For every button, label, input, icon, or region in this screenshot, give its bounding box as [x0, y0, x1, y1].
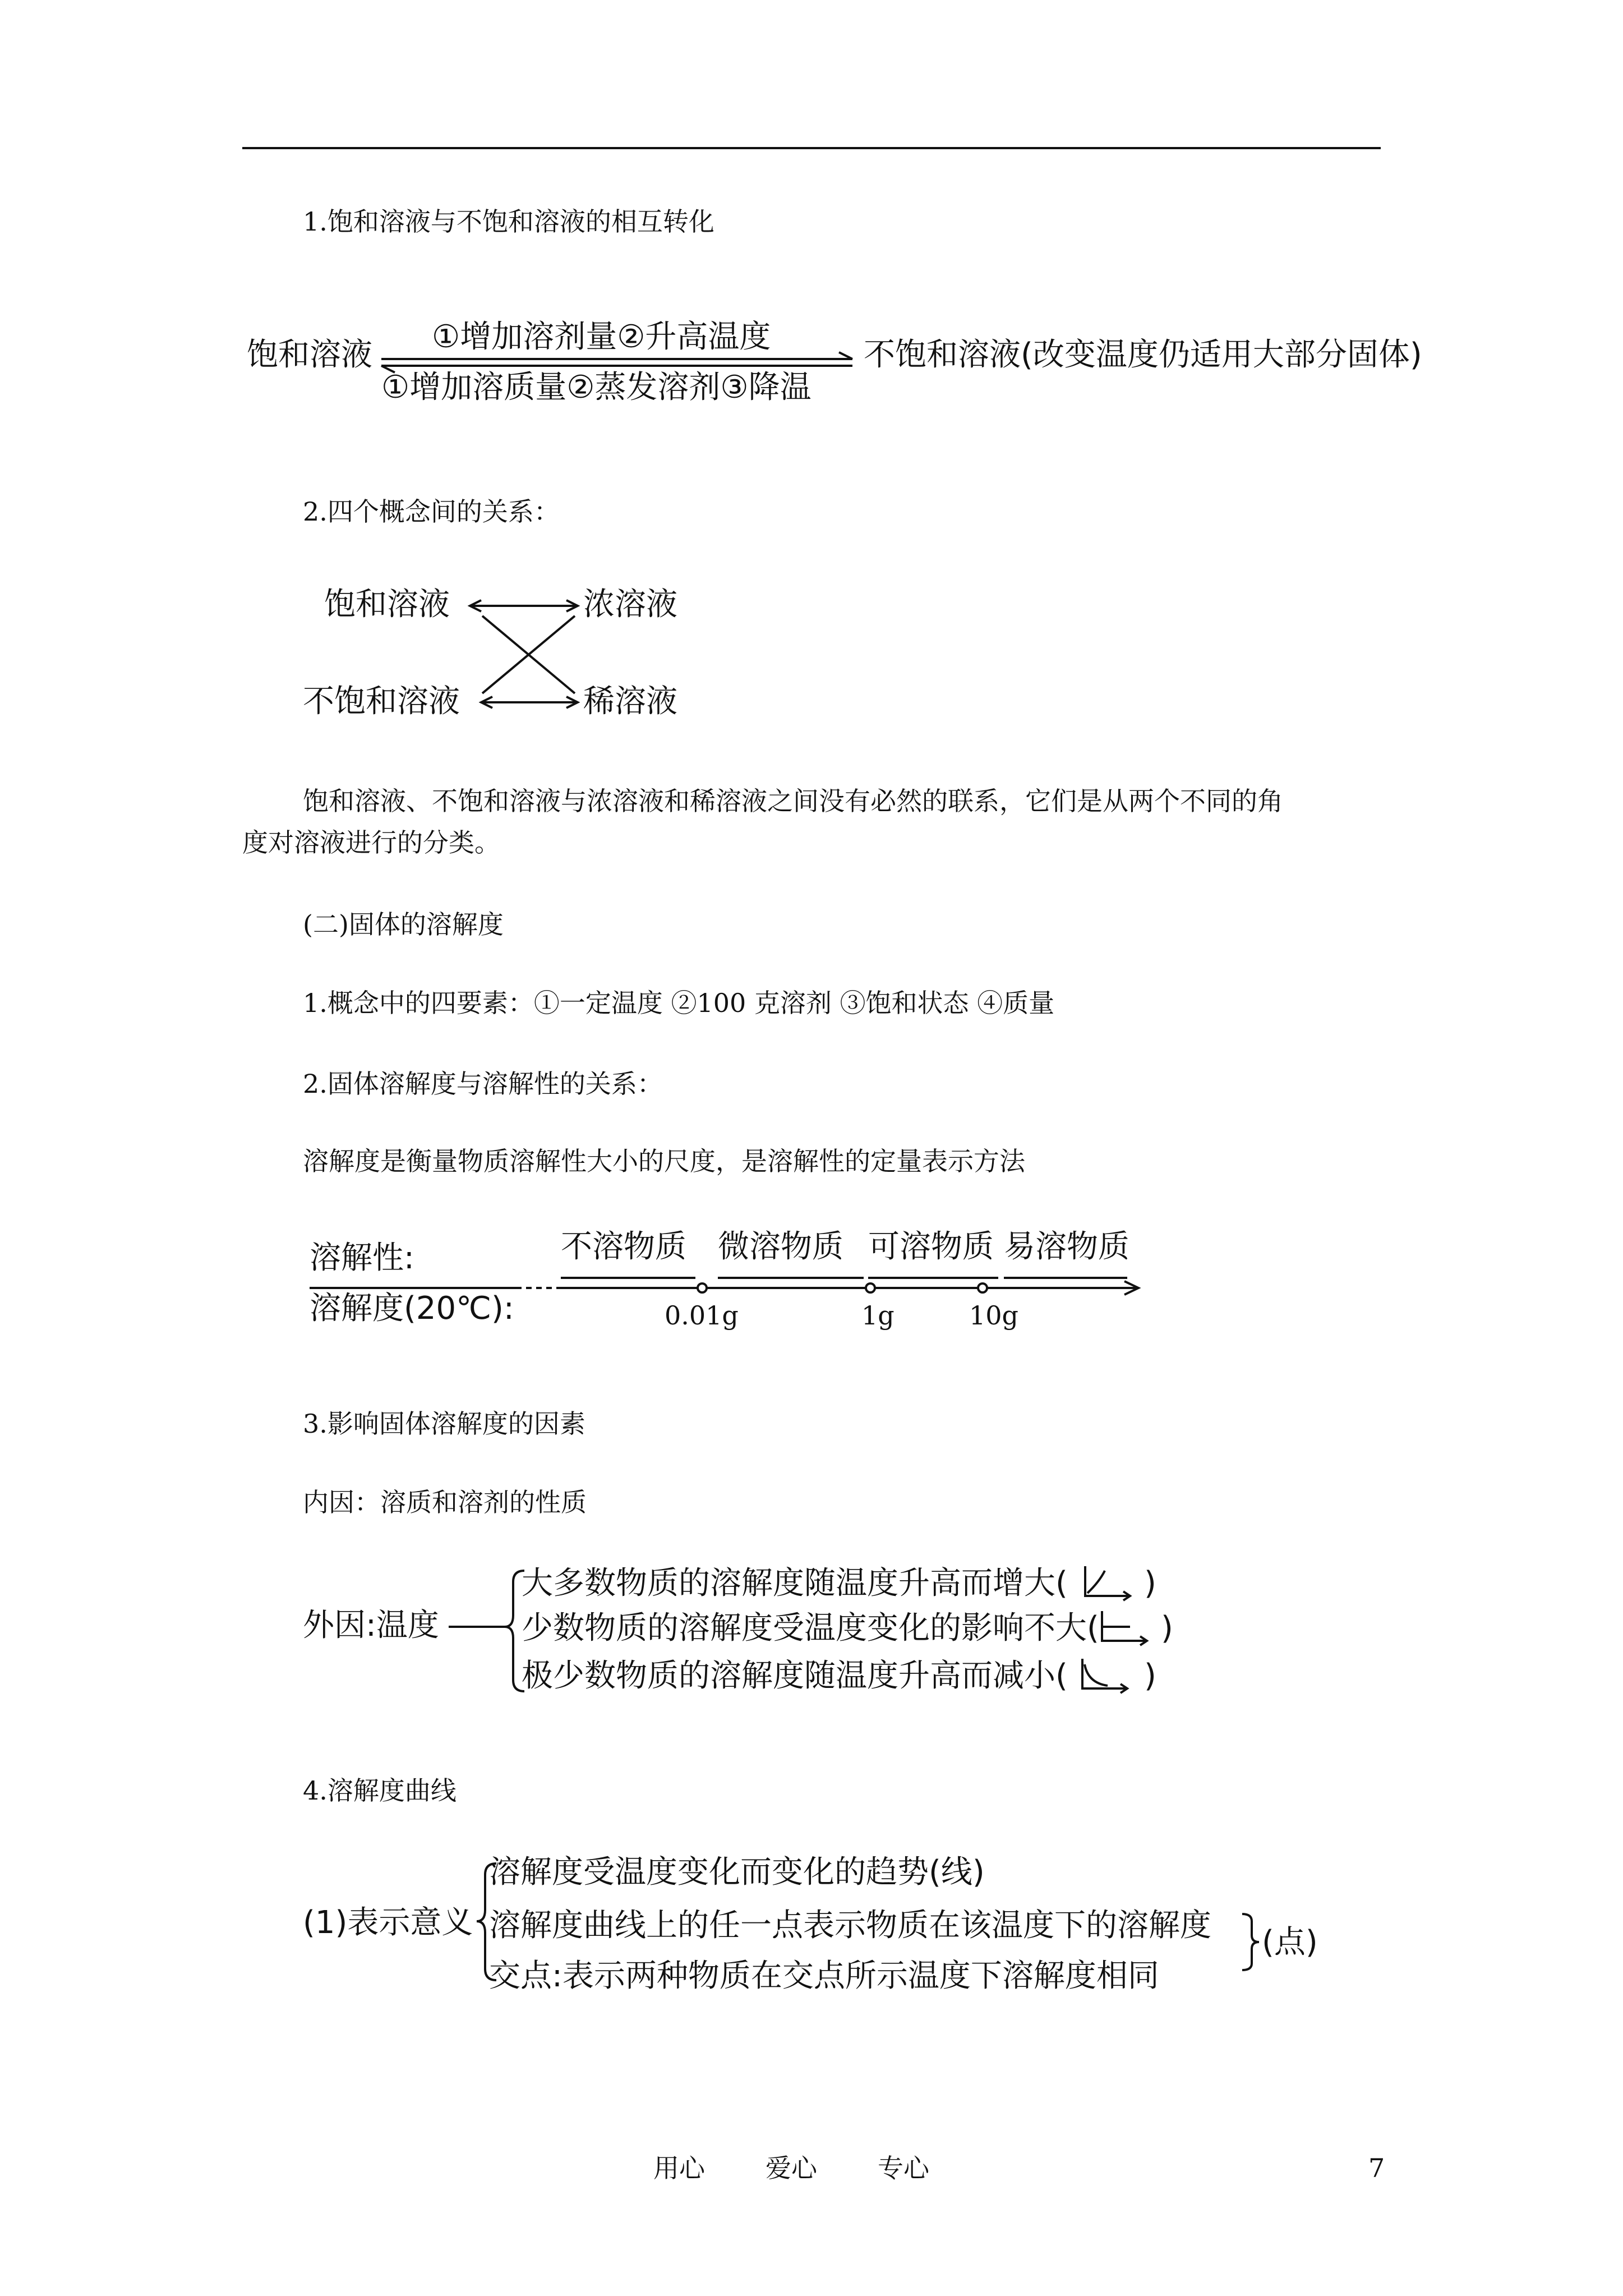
- footer-motto: 用心: [653, 2153, 705, 2183]
- temperature-effect-line: 少数物质的溶解度受温度变化的影响不大(: [522, 1610, 1099, 1646]
- conversion-upper-condition: ①增加溶剂量②升高温度: [432, 319, 771, 355]
- concept-dilute: 稀溶液: [583, 683, 677, 720]
- section-heading: 1.饱和溶液与不饱和溶液的相互转化: [303, 206, 714, 237]
- scale-category: 可溶物质: [868, 1228, 994, 1265]
- meaning-label: (1)表示意义: [303, 1904, 473, 1941]
- scale-label-solubility: 溶解性:: [310, 1240, 414, 1276]
- section-heading: 4.溶解度曲线: [303, 1775, 457, 1806]
- scale-label-solubility-value: 溶解度(20℃):: [310, 1290, 514, 1327]
- scale-category: 不溶物质: [561, 1228, 686, 1265]
- scale-tick-label: 10g: [969, 1300, 1018, 1331]
- scale-tick-label: 1g: [861, 1300, 895, 1331]
- footer-motto: 专心: [878, 2153, 929, 2183]
- paragraph: 度对溶液进行的分类。: [242, 827, 500, 858]
- point-label: (点): [1262, 1924, 1318, 1961]
- footer-motto: 爱心: [766, 2153, 817, 2183]
- section-heading: (二)固体的溶解度: [303, 909, 504, 940]
- close-paren: ): [1144, 1565, 1156, 1602]
- list-item: 2.固体溶解度与溶解性的关系：: [303, 1069, 663, 1099]
- saturated-label: 饱和溶液: [247, 337, 372, 373]
- paragraph: 溶解度是衡量物质溶解性大小的尺度，是溶解性的定量表示方法: [303, 1146, 1025, 1176]
- list-item: 1.概念中的四要素：①一定温度 ②100 克溶剂 ③饱和状态 ④质量: [303, 988, 1055, 1018]
- close-paren: ): [1161, 1610, 1173, 1646]
- concept-saturated: 饱和溶液: [324, 586, 450, 623]
- section-heading: 3.影响固体溶解度的因素: [303, 1409, 585, 1439]
- paragraph: 饱和溶液、不饱和溶液与浓溶液和稀溶液之间没有必然的联系，它们是从两个不同的角: [303, 786, 1283, 816]
- temperature-effect-line: 大多数物质的溶解度随温度升高而增大(: [522, 1565, 1068, 1602]
- temperature-effect-line: 极少数物质的溶解度随温度升高而减小(: [522, 1658, 1068, 1694]
- scale-tick-label: 0.01g: [665, 1300, 739, 1331]
- scale-category: 微溶物质: [718, 1228, 843, 1265]
- external-factor-label: 外因:温度: [303, 1607, 439, 1644]
- close-paren: ): [1144, 1658, 1156, 1694]
- unsaturated-label: 不饱和溶液(改变温度仍适用大部分固体): [864, 337, 1422, 373]
- section-heading: 2.四个概念间的关系：: [303, 496, 560, 527]
- scale-category: 易溶物质: [1004, 1228, 1129, 1265]
- meaning-line: 溶解度受温度变化而变化的趋势(线): [489, 1854, 985, 1890]
- concept-unsaturated: 不饱和溶液: [303, 683, 460, 720]
- concept-concentrated: 浓溶液: [583, 586, 677, 623]
- paragraph: 内因：溶质和溶剂的性质: [303, 1487, 587, 1517]
- page-number: 7: [1368, 2153, 1385, 2183]
- conversion-lower-condition: ①增加溶质量②蒸发溶剂③降温: [381, 369, 811, 406]
- meaning-line: 溶解度曲线上的任一点表示物质在该温度下的溶解度: [489, 1907, 1211, 1944]
- meaning-line: 交点:表示两种物质在交点所示温度下溶解度相同: [489, 1958, 1159, 1994]
